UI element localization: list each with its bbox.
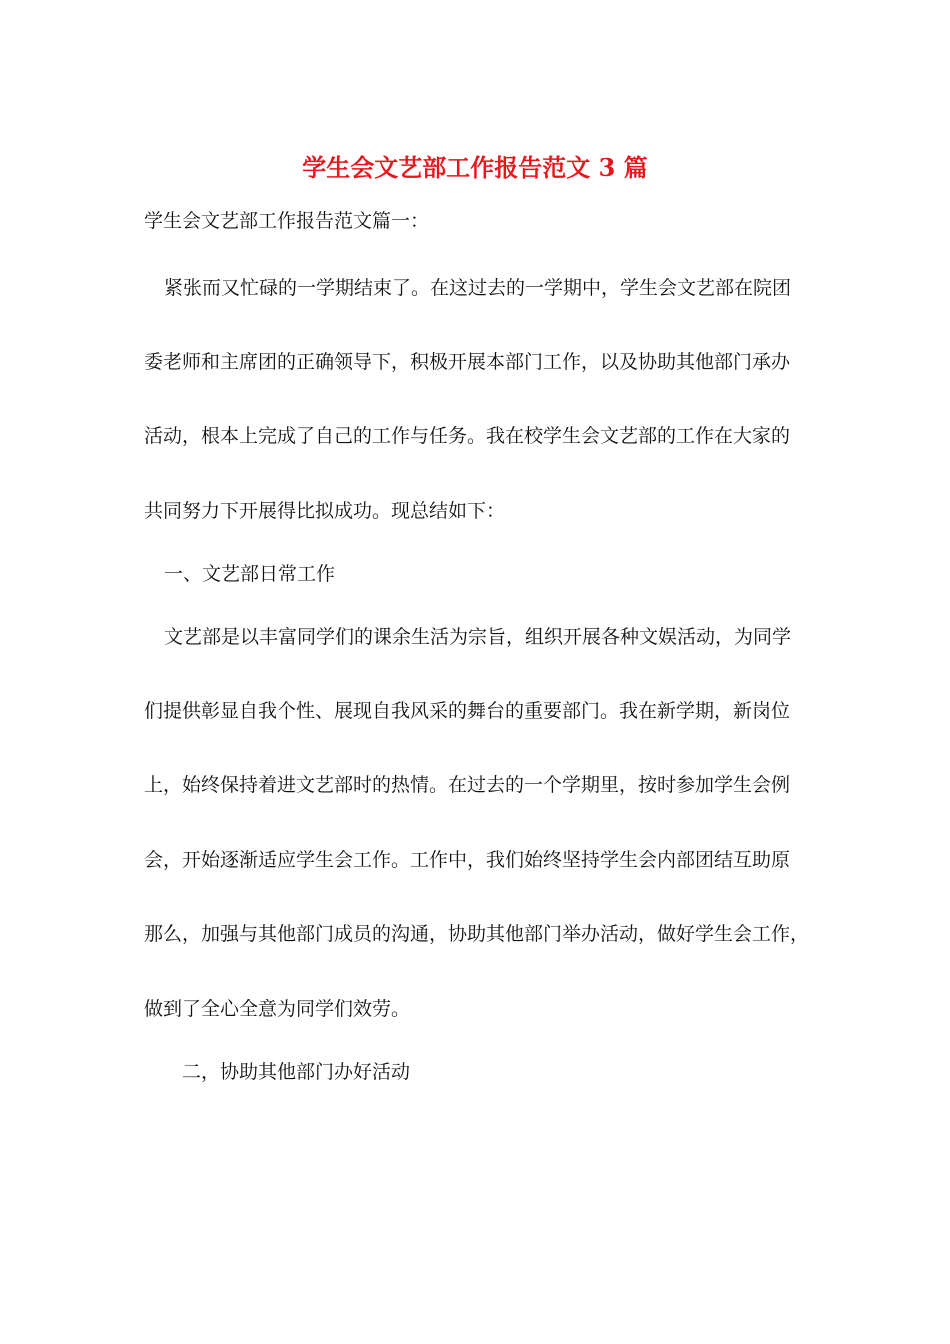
paragraph-line: 会，开始逐渐适应学生会工作。工作中，我们始终坚持学生会内部团结互助原	[144, 849, 791, 871]
paragraph-line: 活动，根本上完成了自己的工作与任务。我在校学生会文艺部的工作在大家的	[144, 425, 791, 447]
paragraph-line: 做到了全心全意为同学们效劳。	[144, 998, 411, 1020]
paragraph-line: 共同努力下开展得比拟成功。现总结如下：	[144, 500, 506, 522]
paragraph-line: 委老师和主席团的正确领导下，积极开展本部门工作，以及协助其他部门承办	[144, 351, 791, 373]
paragraph-line: 们提供彰显自我个性、展现自我风采的舞台的重要部门。我在新学期，新岗位	[144, 700, 791, 722]
paragraph-line: 紧张而又忙碌的一学期结束了。在这过去的一学期中，学生会文艺部在院团	[164, 277, 792, 299]
document-title: 学生会文艺部工作报告范文 3 篇	[302, 153, 648, 182]
subsection-heading: 一、文艺部日常工作	[164, 563, 336, 585]
paragraph-line: 那么，加强与其他部门成员的沟通，协助其他部门举办活动，做好学生会工作，	[144, 923, 810, 945]
paragraph-line: 上，始终保持着进文艺部时的热情。在过去的一个学期里，按时参加学生会例	[144, 774, 791, 796]
subsection-heading: 二，协助其他部门办好活动	[182, 1061, 411, 1083]
paragraph-line: 文艺部是以丰富同学们的课余生活为宗旨，组织开展各种文娱活动，为同学	[164, 626, 792, 648]
section-heading-part-one: 学生会文艺部工作报告范文篇一：	[144, 210, 430, 232]
